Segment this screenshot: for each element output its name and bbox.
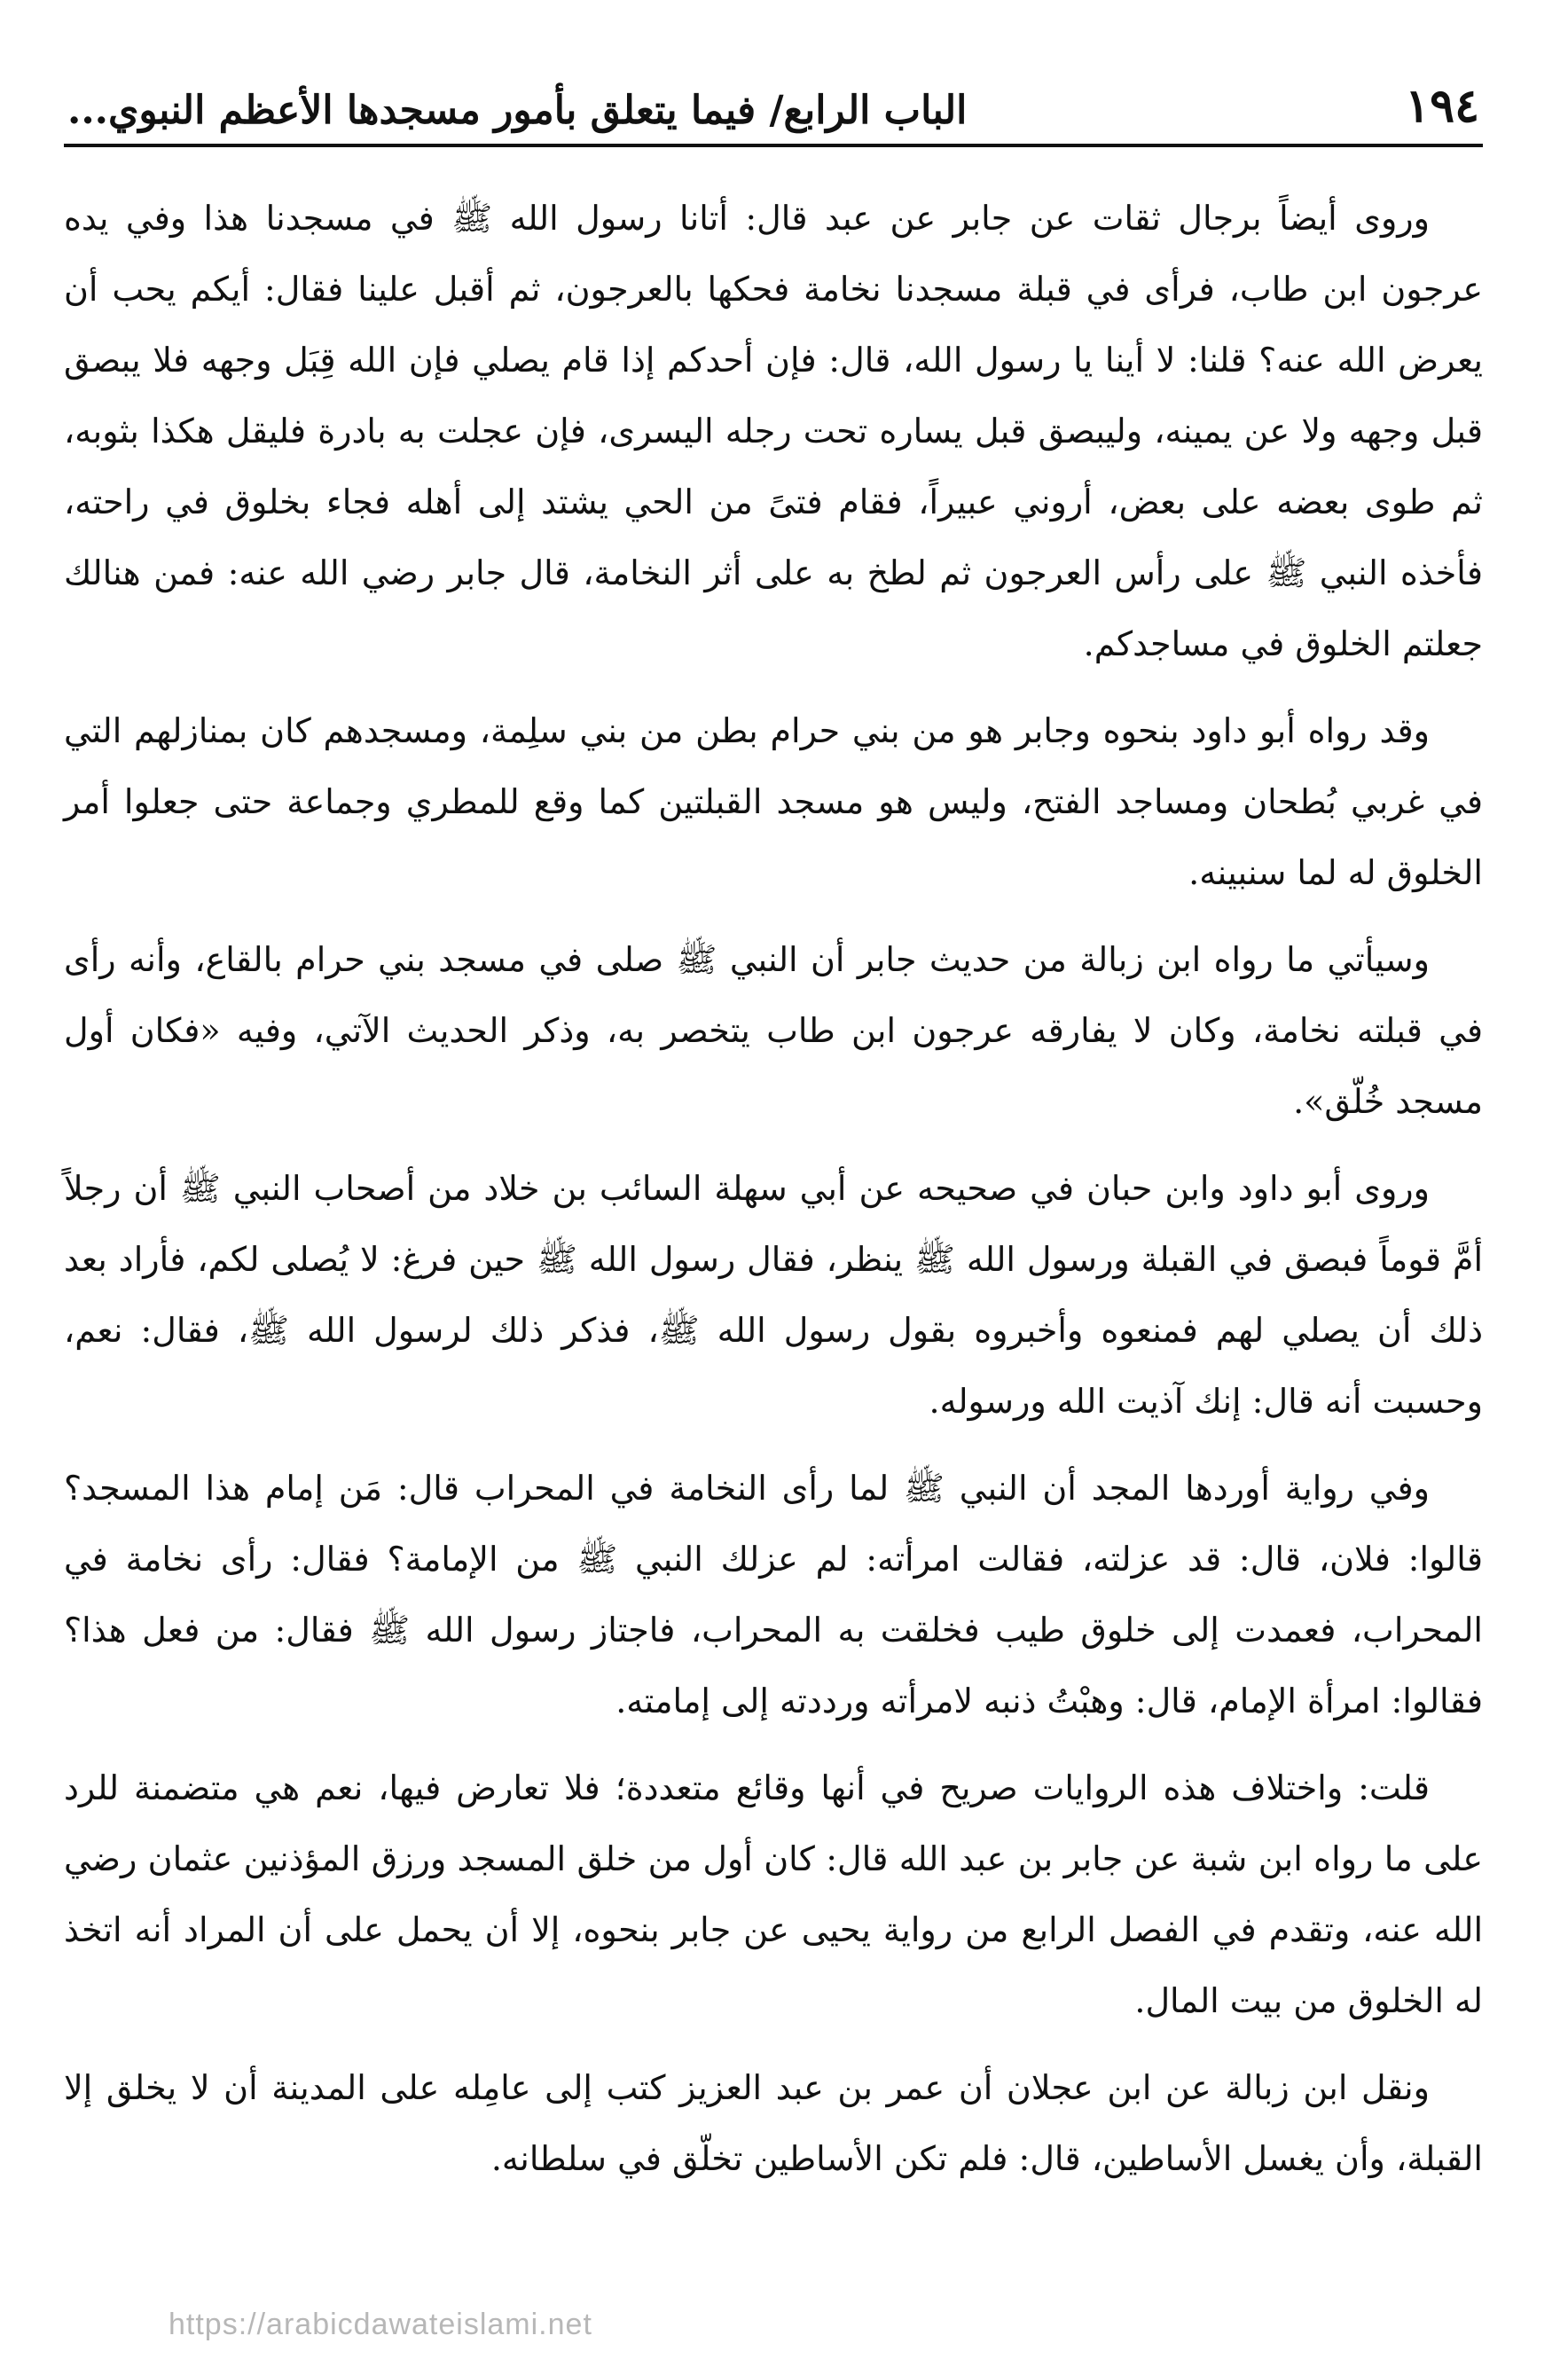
paragraph: وروى أبو داود وابن حبان في صحيحه عن أبي سهلة السائب بن خلاد من أصحاب النبي ﷺ أن رجلاً أمَّ قوماً فبصق في القبلة ورسول الله ﷺ ينظر، فقال رسول الله ﷺ حين فرغ: لا يُصلى لكم، فأراد بعد ذلك أن يصلي لهم فمنعوه وأخبروه بقول رسول الله ﷺ، فذكر ذلك لرسول الله ﷺ، فقال: نعم، وحسبت أنه قال: إنك آذيت الله ورسوله. <box>64 1169 1483 1421</box>
running-title: الباب الرابع/ فيما يتعلق بأمور مسجدها الأعظم النبوي... <box>67 88 968 133</box>
source-watermark: https://arabicdawateislami.net <box>169 2308 592 2341</box>
paragraph: وقد رواه أبو داود بنحوه وجابر هو من بني حرام بطن من بني سلِمة، ومسجدهم كان بمنازلهم التي في غربي بُطحان ومساجد الفتح، وليس هو مسجد القبلتين كما وقع للمطري وجماعة حتى جعلوا أمر الخلوق له لما سنبينه. <box>64 711 1483 892</box>
page-frame <box>64 62 1483 2306</box>
paragraph: وسيأتي ما رواه ابن زبالة من حديث جابر أن النبي ﷺ صلى في مسجد بني حرام بالقاع، وأنه رأى في قبلته نخامة، وكان لا يفارقه عرجون ابن طاب يتخصر به، وذكر الحديث الآتي، وفيه «فكان أول مسجد خُلّق». <box>64 940 1483 1121</box>
paragraph: قلت: واختلاف هذه الروايات صريح في أنها وقائع متعددة؛ فلا تعارض فيها، نعم هي متضمنة للرد على ما رواه ابن شبة عن جابر بن عبد الله قال: كان أول من خلق المسجد ورزق المؤذنين عثمان رضي الله عنه، وتقدم في الفصل الرابع من رواية يحيى عن جابر بنحوه، إلا أن يحمل على أن المراد أنه اتخذ له الخلوق من بيت المال. <box>64 1768 1483 2020</box>
page-header <box>64 62 1483 147</box>
page-number: ١٩٤ <box>1405 79 1479 133</box>
body-text <box>64 183 1483 2194</box>
paragraph: وروى أيضاً برجال ثقات عن جابر عن عبد قال: أتانا رسول الله ﷺ في مسجدنا هذا وفي يده عرجون ابن طاب، فرأى في قبلة مسجدنا نخامة فحكها بالعرجون، ثم أقبل علينا فقال: أيكم يحب أن يعرض الله عنه؟ قلنا: لا أينا يا رسول الله، قال: فإن أحدكم إذا قام يصلي فإن الله قِبَل وجهه فلا يبصق قبل وجهه ولا عن يمينه، وليبصق قبل يساره تحت رجله اليسرى، فإن عجلت به بادرة فليقل هكذا بثوبه، ثم طوى بعضه على بعض، أروني عبيراً، فقام فتىً من الحي يشتد إلى أهله فجاء بخلوق في راحته، فأخذه النبي ﷺ على رأس العرجون ثم لطخ به على أثر النخامة، قال جابر رضي الله عنه: فمن هنالك جعلتم الخلوق في مساجدكم. <box>64 199 1483 663</box>
paragraph: ونقل ابن زبالة عن ابن عجلان أن عمر بن عبد العزيز كتب إلى عامِله على المدينة أن لا يخلق إلا القبلة، وأن يغسل الأساطين، قال: فلم تكن الأساطين تخلّق في سلطانه. <box>64 2068 1483 2178</box>
paragraph: وفي رواية أوردها المجد أن النبي ﷺ لما رأى النخامة في المحراب قال: مَن إمام هذا المسجد؟ قالوا: فلان، قال: قد عزلته، فقالت امرأته: لم عزلك النبي ﷺ من الإمامة؟ فقال: رأى نخامة في المحراب، فعمدت إلى خلوق طيب فخلقت به المحراب، فاجتاز رسول الله ﷺ فقال: من فعل هذا؟ فقالوا: امرأة الإمام، قال: وهبْتُ ذنبه لامرأته ورددته إلى إمامته. <box>64 1469 1483 1720</box>
